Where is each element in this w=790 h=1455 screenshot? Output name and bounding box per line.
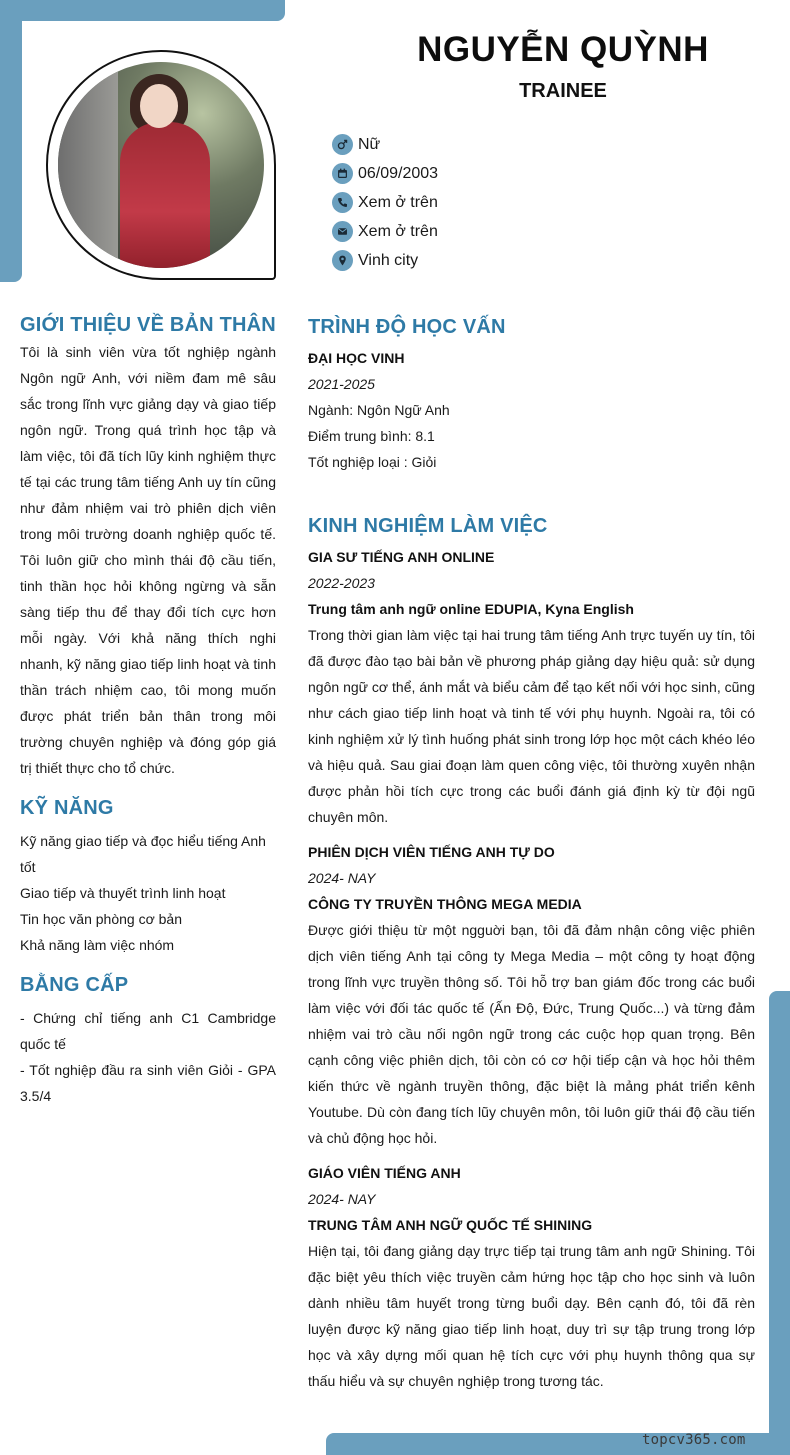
job-period: 2024- NAY bbox=[308, 1191, 376, 1207]
education-block bbox=[308, 345, 755, 475]
contact-email bbox=[332, 217, 438, 246]
candidate-position: TRAINEE bbox=[519, 80, 607, 102]
watermark: topcv365.com bbox=[642, 1432, 746, 1448]
experience-title: KINH NGHIỆM LÀM VIỆC bbox=[308, 515, 548, 537]
skills-title: KỸ NĂNG bbox=[20, 797, 114, 819]
education-gpa: Điểm trung bình: 8.1 bbox=[308, 428, 435, 444]
job-period: 2022-2023 bbox=[308, 575, 375, 591]
job-entry bbox=[308, 839, 755, 1151]
job-entry bbox=[308, 544, 755, 830]
contact-list bbox=[332, 130, 438, 275]
contact-address bbox=[332, 246, 438, 275]
avatar bbox=[58, 62, 264, 268]
contact-gender bbox=[332, 130, 438, 159]
job-period: 2024- NAY bbox=[308, 870, 376, 886]
frame-bar-right bbox=[769, 991, 790, 1455]
school-name: ĐẠI HỌC VINH bbox=[308, 350, 405, 366]
certificate-item: - Tốt nghiệp đầu ra sinh viên Giỏi - GPA 3.5/4 bbox=[20, 1062, 276, 1104]
contact-text: Vinh city bbox=[358, 251, 419, 269]
job-description: Được giới thiệu từ một ngguời bạn, tôi đã đảm nhận công việc phiên dịch viên tiếng Anh tại công ty Mega Media – một công ty hoạt động trong lĩnh vực truyền thông số. Tôi hỗ trợ ban giám đốc trong các buổi làm việc với đối tác quốc tế (Ấn Độ, Đức, Trung Quốc...) và từng đảm nhiệm vai trò cầu nối ngôn ngữ trong các cuộc họp quan trọng. Bên cạnh công việc phiên dịch, tôi còn có cơ hội tiếp cận và học hỏi thêm kiến thức về ngành truyền thông, đặc biệt là mảng phát triển kênh Youtube. Dù còn đang tích lũy chuyên môn, tôi luôn giữ thái độ cầu tiến và chủ động học hỏi. bbox=[308, 922, 755, 1146]
education-period: 2021-2025 bbox=[308, 376, 375, 392]
frame-bar-left bbox=[0, 0, 22, 282]
frame-bar-top bbox=[0, 0, 285, 21]
contact-text: Xem ở trên bbox=[358, 193, 438, 211]
contact-birthday bbox=[332, 159, 438, 188]
education-rank: Tốt nghiệp loại : Giỏi bbox=[308, 454, 437, 470]
skills-list bbox=[20, 828, 276, 958]
job-company: CÔNG TY TRUYỀN THÔNG MEGA MEDIA bbox=[308, 896, 582, 912]
candidate-name: NGUYỄN QUỲNH bbox=[417, 30, 709, 69]
job-description: Hiện tại, tôi đang giảng dạy trực tiếp tại trung tâm anh ngữ Shining. Tôi đặc biệt yêu thích việc truyền cảm hứng học tập cho học sinh và luôn dành nhiều tâm huyết trong từng buổi dạy. Bên cạnh đó, tôi đã rèn luyện được kỹ năng giao tiếp linh hoạt, duy trì sự tập trung trong lớp học và xây dựng mối quan hệ tích cực với phụ huynh thông qua sự thấu hiểu và sự chuyên nghiệp trong tương tác. bbox=[308, 1243, 755, 1389]
about-text: Tôi là sinh viên vừa tốt nghiệp ngành Ngôn ngữ Anh, với niềm đam mê sâu sắc trong lĩnh vực giảng dạy và giao tiếp ngôn ngữ. Trong quá trình học tập và làm việc, tôi đã tích lũy kinh nghiệm thực tế tại các trung tâm tiếng Anh uy tín cũng như đảm nhiệm vai trò phiên dịch viên trong môi trường doanh nghiệp quốc tế. Tôi luôn giữ cho mình thái độ cầu tiến, tinh thần học hỏi không ngừng và sẵn sàng tiếp thu để thay đổi tích cực hơn mỗi ngày. Với khả năng thích nghi nhanh, kỹ năng giao tiếp linh hoạt và tinh thần trách nhiệm cao, tôi mong muốn được phát triển bản thân trong môi trường chuyên nghiệp và đóng góp giá trị thiết thực cho tổ chức. bbox=[20, 344, 276, 776]
contact-text: 06/09/2003 bbox=[358, 164, 439, 182]
contact-text: Nữ bbox=[358, 135, 381, 153]
job-role: PHIÊN DỊCH VIÊN TIẾNG ANH TỰ DO bbox=[308, 844, 555, 860]
job-role: GIA SƯ TIẾNG ANH ONLINE bbox=[308, 549, 495, 565]
certificates-title: BẰNG CẤP bbox=[20, 974, 129, 996]
job-company: TRUNG TÂM ANH NGỮ QUỐC TẾ SHINING bbox=[308, 1217, 593, 1233]
education-major: Ngành: Ngôn Ngữ Anh bbox=[308, 402, 450, 418]
about-title: GIỚI THIỆU VỀ BẢN THÂN bbox=[20, 314, 276, 336]
location-icon bbox=[332, 250, 353, 271]
job-role: GIÁO VIÊN TIẾNG ANH bbox=[308, 1165, 461, 1181]
education-title: TRÌNH ĐỘ HỌC VẤN bbox=[308, 316, 506, 338]
phone-icon bbox=[332, 192, 353, 213]
calendar-icon bbox=[332, 163, 353, 184]
skill-item: Giao tiếp và thuyết trình linh hoạt bbox=[20, 885, 226, 901]
contact-text: Xem ở trên bbox=[358, 222, 438, 240]
job-entry bbox=[308, 1160, 755, 1394]
skill-item: Tin học văn phòng cơ bản bbox=[20, 911, 182, 927]
job-company: Trung tâm anh ngữ online EDUPIA, Kyna English bbox=[308, 601, 634, 617]
certificates-list bbox=[20, 1005, 276, 1109]
contact-phone bbox=[332, 188, 438, 217]
skill-item: Kỹ năng giao tiếp và đọc hiểu tiếng Anh tốt bbox=[20, 833, 266, 875]
gender-icon bbox=[332, 134, 353, 155]
job-description: Trong thời gian làm việc tại hai trung tâm tiếng Anh trực tuyến uy tín, tôi đã được đào tạo bài bản về phương pháp giảng dạy hiệu quả: sử dụng ngôn ngữ cơ thể, ánh mắt và biểu cảm để tạo kết nối với học sinh, cũng như cách giao tiếp linh hoạt và tinh tế với phụ huynh. Ngoài ra, tôi có kinh nghiệm xử lý tình huống phát sinh trong lớp học một cách khéo léo và hiệu quả. Sau giai đoạn làm quen công việc, tôi thường xuyên nhận được phản hồi tích cực trong các buổi đánh giá định kỳ từ đội ngũ chuyên môn. bbox=[308, 627, 755, 825]
skill-item: Khả năng làm việc nhóm bbox=[20, 937, 175, 953]
email-icon bbox=[332, 221, 353, 242]
avatar-frame bbox=[46, 50, 276, 280]
certificate-item: - Chứng chỉ tiếng anh C1 Cambridge quốc tế bbox=[20, 1010, 276, 1052]
